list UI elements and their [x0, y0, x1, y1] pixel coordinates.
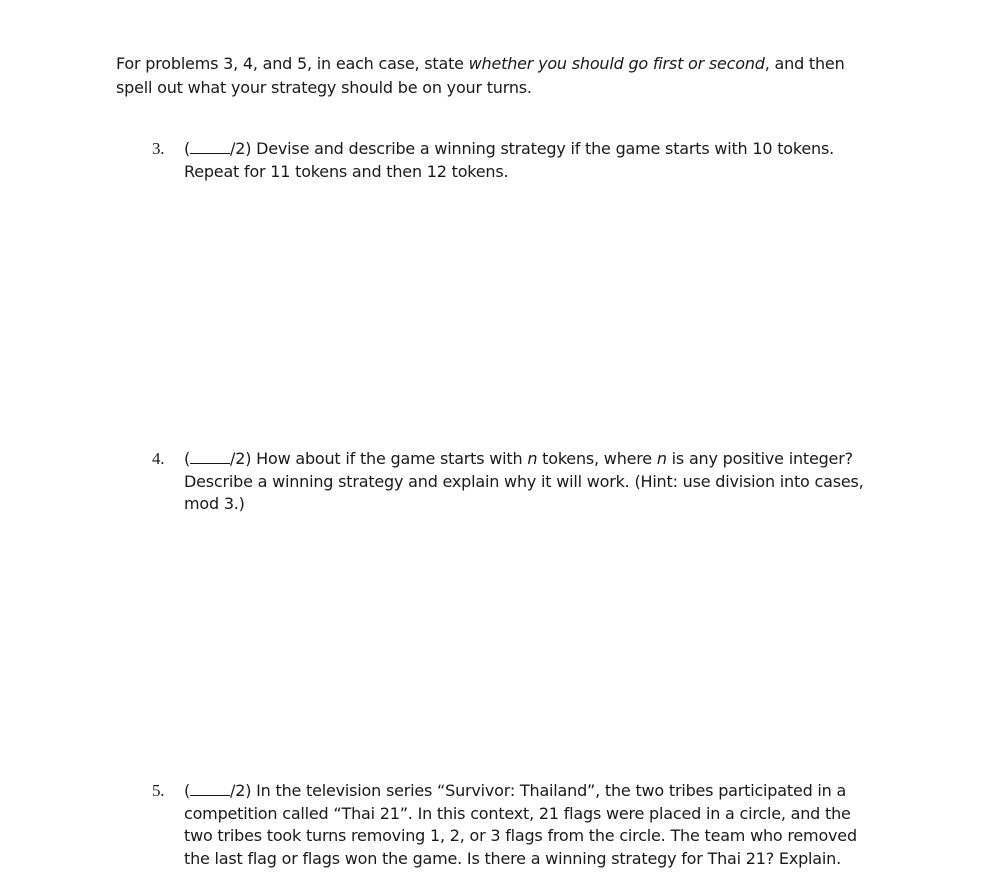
intro-text-2: , and then spell out what your strategy should be on your turns.	[116, 54, 845, 97]
problem-text-b: tokens, where	[537, 449, 657, 468]
points-label: /2)	[230, 449, 252, 468]
variable-n: n	[527, 449, 538, 468]
problem-number: 3.	[152, 139, 165, 158]
points-label: /2)	[230, 139, 252, 158]
score-blank	[190, 139, 230, 154]
problem-number: 4.	[152, 449, 165, 468]
problem-body	[184, 448, 872, 516]
problem-body	[184, 138, 872, 183]
open-paren: (	[184, 139, 191, 158]
problem-5	[152, 780, 872, 870]
score-blank	[190, 781, 230, 796]
variable-n: n	[656, 449, 667, 468]
intro-italic-text: whether you should go first or second	[468, 54, 765, 73]
problem-4	[152, 448, 872, 516]
open-paren: (	[184, 781, 191, 800]
intro-paragraph	[116, 52, 876, 100]
open-paren: (	[184, 449, 191, 468]
problem-text-c: is any positive integer? Describe a winning strategy and explain why it will work. (Hint: use division into cases, mod 3.)	[184, 449, 864, 513]
problem-body	[184, 780, 872, 870]
score-blank	[190, 449, 230, 464]
problem-text: Devise and describe a winning strategy if the game starts with 10 tokens. Repeat for 11 tokens and then 12 tokens.	[184, 139, 834, 181]
points-label: /2)	[230, 781, 252, 800]
problem-3	[152, 138, 872, 183]
problem-number: 5.	[152, 781, 165, 800]
problem-text: In the television series “Survivor: Thailand”, the two tribes participated in a competition called “Thai 21”. In this context, 21 flags were placed in a circle, and the two tribes took turns removing 1, 2, or 3 flags from the circle. The team who removed the last flag or flags won the game. Is there a winning strategy for Thai 21? Explain.	[184, 781, 857, 868]
problem-text-a: How about if the game starts with	[251, 449, 528, 468]
intro-text-1: For problems 3, 4, and 5, in each case, state	[116, 54, 469, 73]
